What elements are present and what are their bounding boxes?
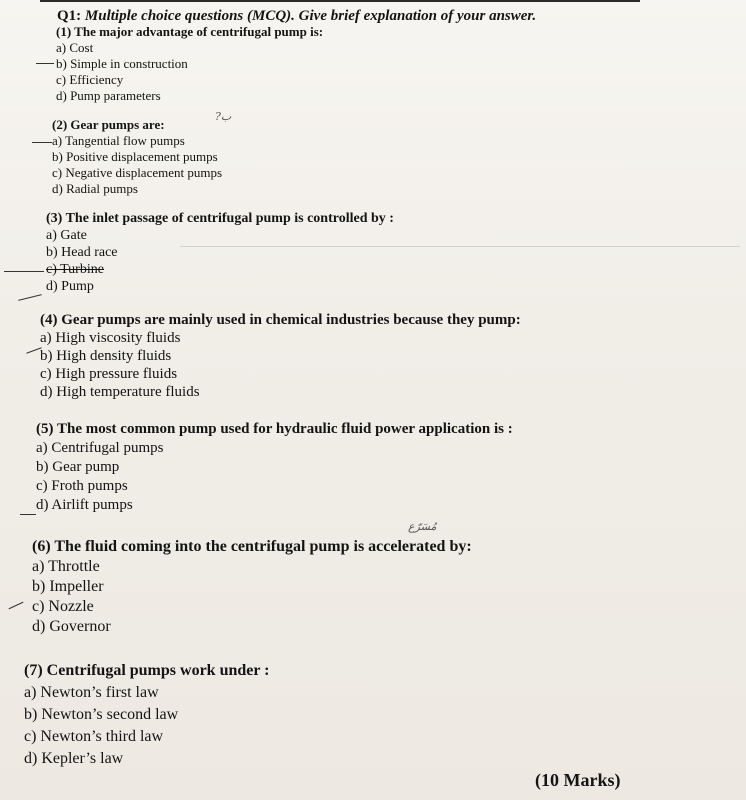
mcq-option: a) Newton’s first law bbox=[24, 684, 159, 701]
mcq-stem: (4) Gear pumps are mainly used in chemical industries because they pump: bbox=[40, 312, 521, 328]
answer-mark bbox=[18, 294, 42, 301]
handwritten-note: مُسَرّع bbox=[408, 520, 437, 533]
mcq-stem: (5) The most common pump used for hydraulic fluid power application is : bbox=[36, 421, 513, 437]
answer-mark bbox=[9, 602, 24, 610]
mcq-option: b) High density fluids bbox=[40, 348, 172, 364]
mcq-option: c) Turbine bbox=[46, 262, 104, 277]
mcq-option: b) Gear pump bbox=[36, 459, 120, 475]
mcq-stem: (3) The inlet passage of centrifugal pump is controlled by : bbox=[46, 211, 394, 226]
answer-mark bbox=[36, 63, 54, 64]
mcq-item-5 bbox=[36, 420, 513, 515]
mcq-option: c) High pressure fluids bbox=[40, 366, 178, 382]
mcq-item-3 bbox=[46, 210, 394, 295]
mcq-item-7 bbox=[24, 660, 270, 770]
mcq-stem: (2) Gear pumps are: bbox=[52, 117, 165, 132]
mcq-option: b) Impeller bbox=[32, 578, 104, 595]
mcq-option: c) Newton’s third law bbox=[24, 728, 164, 745]
question-instruction: Multiple choice questions (MCQ). Give brief explanation of your answer. bbox=[84, 8, 537, 24]
mcq-option: a) Gate bbox=[46, 228, 87, 243]
mcq-option: d) Pump parameters bbox=[56, 88, 161, 103]
mcq-option: c) Nozzle bbox=[32, 598, 94, 615]
answer-mark bbox=[32, 142, 52, 143]
mcq-option: b) Newton’s second law bbox=[24, 706, 179, 723]
top-rule bbox=[40, 0, 640, 2]
mcq-option: b) Simple in construction bbox=[56, 56, 188, 71]
mcq-option: b) Positive displacement pumps bbox=[52, 149, 218, 164]
handwritten-note: ?ب bbox=[215, 110, 232, 123]
mcq-stem: (1) The major advantage of centrifugal pump is: bbox=[56, 24, 324, 39]
mcq-item-4 bbox=[40, 311, 521, 401]
mcq-stem: (7) Centrifugal pumps work under : bbox=[24, 662, 270, 679]
mcq-option: a) Cost bbox=[56, 40, 94, 55]
mcq-option: a) High viscosity fluids bbox=[40, 330, 181, 346]
mcq-item-1 bbox=[56, 24, 323, 104]
answer-mark bbox=[20, 514, 36, 515]
question-header bbox=[57, 8, 536, 25]
mcq-option: a) Tangential flow pumps bbox=[52, 133, 185, 148]
mcq-item-6 bbox=[32, 537, 472, 637]
mcq-option: a) Centrifugal pumps bbox=[36, 440, 164, 456]
mcq-option: c) Negative displacement pumps bbox=[52, 165, 223, 180]
mcq-option: d) High temperature fluids bbox=[40, 384, 200, 400]
mcq-item-2 bbox=[52, 117, 222, 197]
question-number: Q1: bbox=[57, 8, 82, 24]
mcq-stem: (6) The fluid coming into the centrifugal pump is accelerated by: bbox=[32, 538, 472, 555]
mcq-option: d) Kepler’s law bbox=[24, 750, 124, 767]
mcq-option: d) Airlift pumps bbox=[36, 497, 133, 513]
mcq-option: d) Pump bbox=[46, 279, 94, 294]
mcq-option: d) Governor bbox=[32, 618, 111, 635]
mcq-option: c) Froth pumps bbox=[36, 478, 128, 494]
marks-label: (10 Marks) bbox=[535, 770, 621, 790]
mcq-option: b) Head race bbox=[46, 245, 118, 260]
answer-mark bbox=[4, 271, 44, 272]
mcq-option: d) Radial pumps bbox=[52, 181, 138, 196]
mcq-option: a) Throttle bbox=[32, 558, 100, 575]
mcq-option: c) Efficiency bbox=[56, 72, 124, 87]
